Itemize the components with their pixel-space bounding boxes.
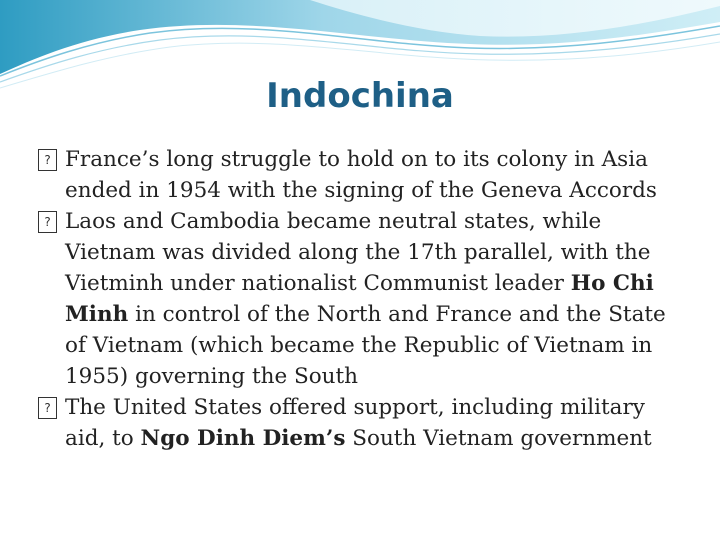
bullet-bold-text: Ngo Dinh Diem’s — [140, 426, 346, 451]
bullet-list — [38, 144, 688, 454]
bullet-marker-icon — [38, 211, 57, 233]
slide-title-text: Indochina — [266, 76, 454, 116]
bullet-bold-text: Ho Chi Minh — [65, 271, 654, 327]
slide-title — [0, 76, 720, 116]
bullet-text: Laos and Cambodia became neutral states, while Vietnam was divided along the 17th parallel, with the Vietminh under nationalist Communist leader — [65, 209, 651, 296]
bullet-item — [38, 206, 688, 392]
bullet-marker-icon — [38, 149, 57, 171]
bullet-item — [38, 392, 688, 454]
bullet-text: South Vietnam government — [345, 426, 652, 451]
bullet-text: France’s long struggle to hold on to its colony in Asia ended in 1954 with the signing of the Geneva Accords — [65, 147, 657, 203]
bullet-marker-icon — [38, 397, 57, 419]
bullet-text: in control of the North and France and the State of Vietnam (which became the Republic of Vietnam in 1955) governing the South — [65, 302, 666, 389]
bullet-item — [38, 144, 688, 206]
bullet-text: The United States offered support, including military aid, to — [65, 395, 645, 451]
